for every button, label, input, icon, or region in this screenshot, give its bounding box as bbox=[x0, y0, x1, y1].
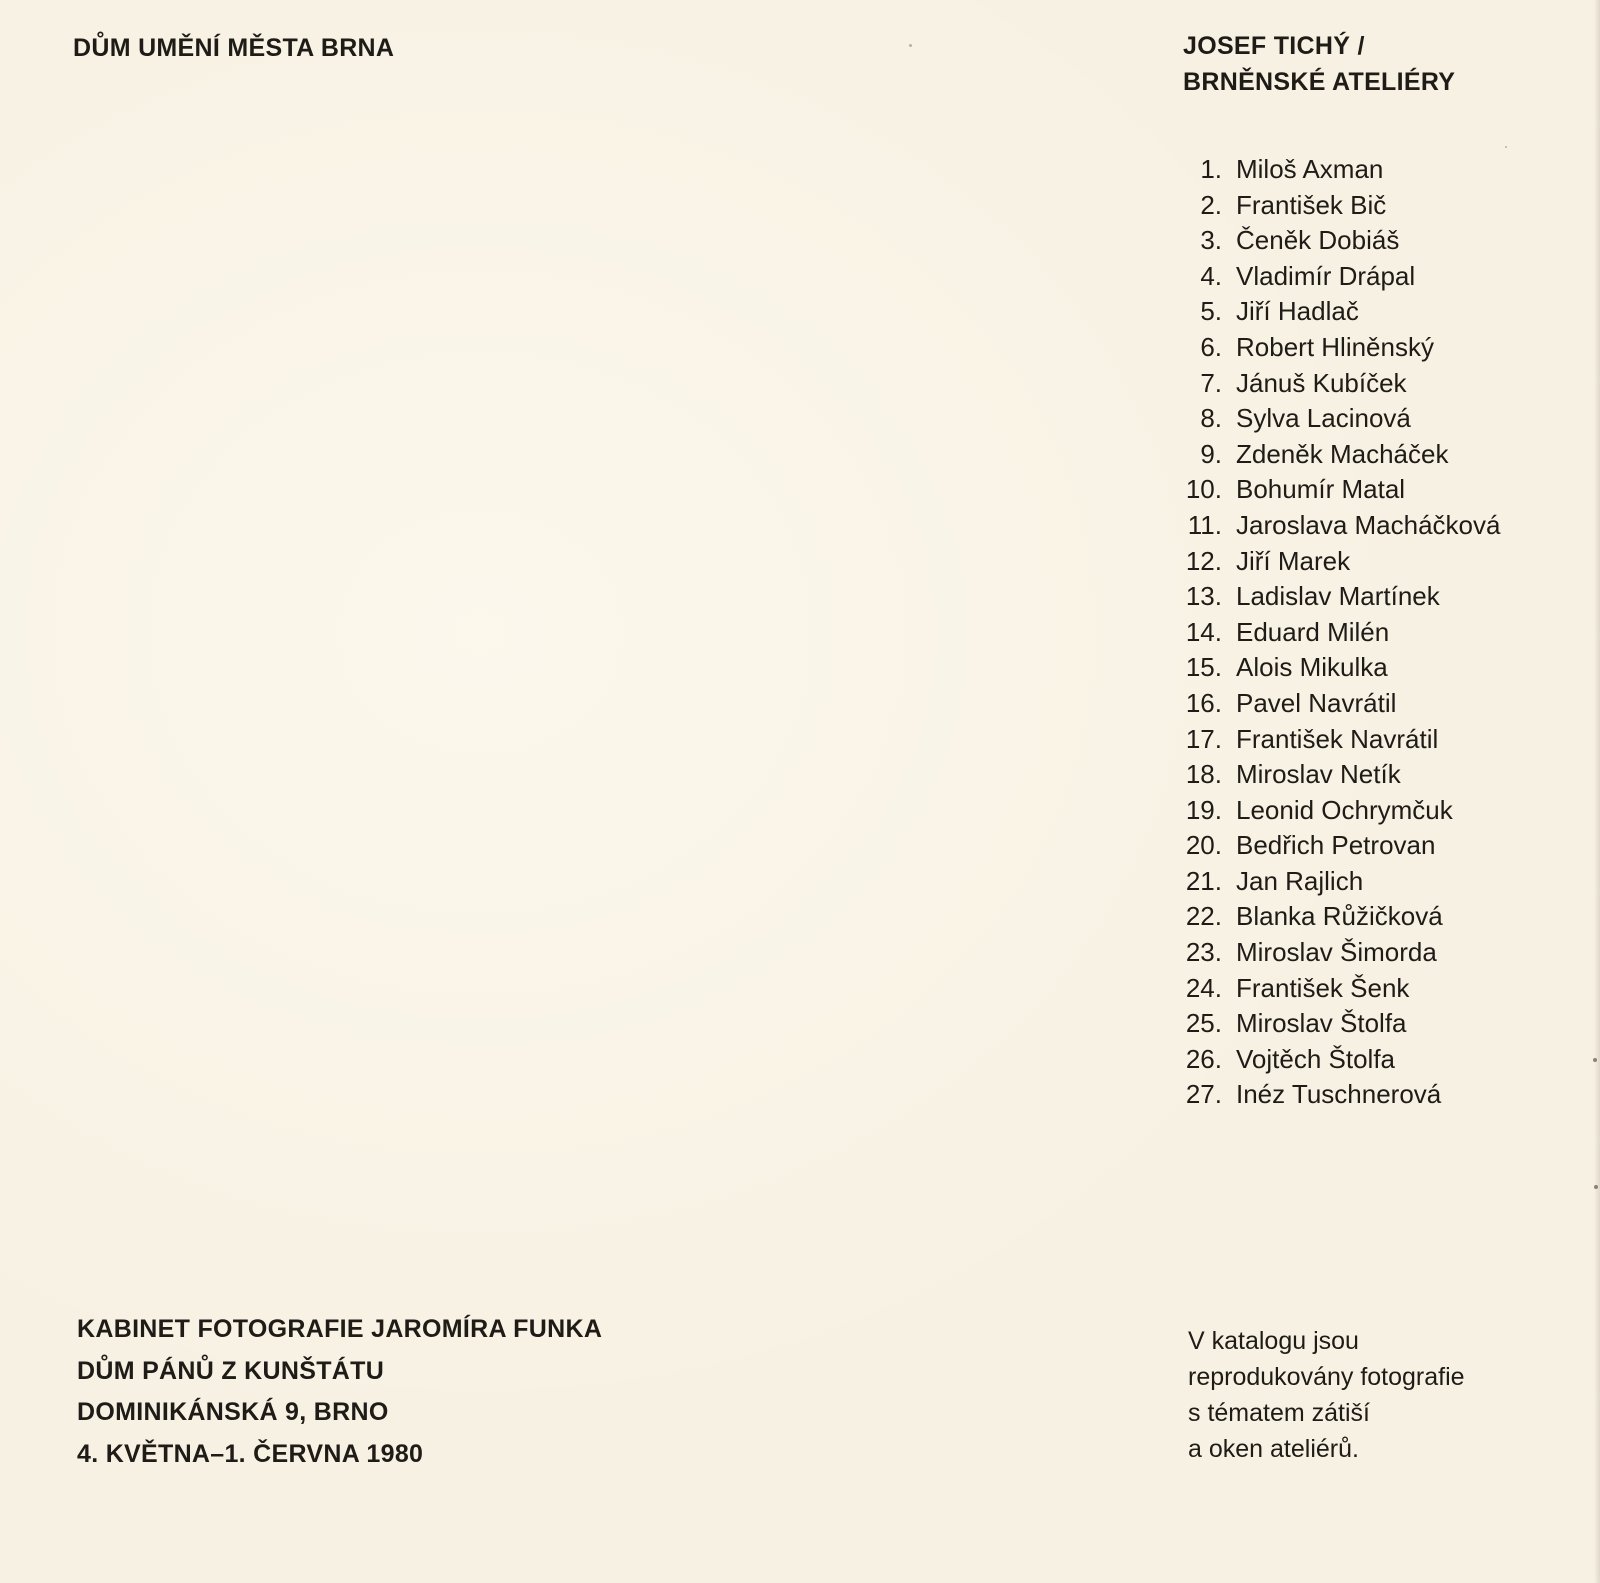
artist-number: 21. bbox=[1185, 865, 1222, 896]
artist-number: 20. bbox=[1185, 830, 1222, 861]
artist-number: 22. bbox=[1185, 901, 1222, 932]
artist-name: Blanka Růžičková bbox=[1236, 901, 1443, 932]
artist-item bbox=[1170, 828, 1500, 864]
exhibition-line-2: DŮM PÁNŮ Z KUNŠTÁTU bbox=[77, 1356, 385, 1385]
artist-item bbox=[1170, 188, 1500, 224]
artist-number: 9. bbox=[1200, 438, 1222, 469]
artist-item bbox=[1170, 757, 1500, 793]
artist-name: Jaroslava Macháčková bbox=[1236, 509, 1501, 540]
exhibition-line-4: 4. KVĚTNA–1. ČERVNA 1980 bbox=[77, 1439, 424, 1468]
artist-name: Jiří Hadlač bbox=[1236, 296, 1359, 327]
artist-item bbox=[1170, 223, 1500, 259]
artist-number: 2. bbox=[1200, 189, 1222, 220]
catalog-note bbox=[1188, 1323, 1465, 1467]
artist-name: Bohumír Matal bbox=[1236, 474, 1406, 505]
artist-item bbox=[1170, 899, 1500, 935]
paper-speck bbox=[1505, 146, 1507, 148]
artist-name: Miloš Axman bbox=[1236, 154, 1384, 184]
artist-name: Miroslav Štolfa bbox=[1236, 1008, 1407, 1039]
artist-item bbox=[1170, 437, 1500, 473]
artist-item bbox=[1170, 401, 1500, 437]
artist-name: Bedřich Petrovan bbox=[1236, 830, 1436, 861]
artist-number: 7. bbox=[1200, 367, 1222, 398]
artist-number: 8. bbox=[1200, 403, 1222, 434]
artist-item bbox=[1170, 615, 1500, 651]
artist-name: Zdeněk Macháček bbox=[1236, 438, 1449, 469]
artist-name: Vojtěch Štolfa bbox=[1236, 1043, 1395, 1074]
artist-number: 10. bbox=[1185, 474, 1222, 505]
artist-item bbox=[1170, 1077, 1500, 1113]
artist-item bbox=[1170, 935, 1500, 971]
title-line-1: JOSEF TICHÝ / bbox=[1183, 32, 1365, 60]
artist-number: 17. bbox=[1185, 723, 1222, 754]
artist-item bbox=[1170, 793, 1500, 829]
artist-item bbox=[1170, 259, 1500, 295]
artist-number: 19. bbox=[1185, 794, 1222, 825]
venue-name: DŮM UMĚNÍ MĚSTA BRNA bbox=[73, 34, 395, 62]
artist-item bbox=[1170, 971, 1500, 1007]
artist-name: Ladislav Martínek bbox=[1236, 581, 1440, 612]
artist-number: 12. bbox=[1185, 545, 1222, 576]
artist-name: Miroslav Netík bbox=[1236, 759, 1401, 790]
artist-item bbox=[1170, 579, 1500, 615]
artist-item bbox=[1170, 1042, 1500, 1078]
artist-number: 11. bbox=[1187, 509, 1222, 540]
artist-name: Čeněk Dobiáš bbox=[1236, 225, 1400, 256]
note-line-4: a oken ateliérů. bbox=[1188, 1435, 1359, 1463]
paper-speck bbox=[909, 44, 912, 47]
artist-number: 18. bbox=[1185, 759, 1222, 790]
artist-name: Jiří Marek bbox=[1236, 545, 1351, 576]
artist-number: 27. bbox=[1185, 1079, 1222, 1110]
artist-item bbox=[1170, 544, 1500, 580]
artist-name: Eduard Milén bbox=[1236, 616, 1390, 647]
exhibition-title bbox=[1183, 28, 1455, 100]
artist-item bbox=[1170, 294, 1500, 330]
artist-number: 3. bbox=[1200, 225, 1222, 256]
artist-number: 13. bbox=[1185, 581, 1222, 612]
artist-name: František Navrátil bbox=[1236, 723, 1439, 754]
exhibition-line-1: KABINET FOTOGRAFIE JAROMÍRA FUNKA bbox=[77, 1315, 603, 1343]
page-edge-shadow bbox=[1594, 0, 1600, 1583]
artist-name: Jan Rajlich bbox=[1236, 865, 1364, 896]
artist-number: 14. bbox=[1185, 616, 1222, 647]
artist-item bbox=[1170, 1006, 1500, 1042]
exhibition-info bbox=[77, 1309, 602, 1475]
artist-number: 24. bbox=[1185, 972, 1222, 1003]
artist-name: František Šenk bbox=[1236, 972, 1410, 1003]
exhibition-line-3: DOMINIKÁNSKÁ 9, BRNO bbox=[77, 1398, 389, 1426]
artist-name: Robert Hliněnský bbox=[1236, 331, 1434, 362]
artist-number: 25. bbox=[1185, 1008, 1222, 1039]
note-line-2: reprodukovány fotografie bbox=[1188, 1363, 1465, 1391]
artist-name: Pavel Navrátil bbox=[1236, 687, 1397, 718]
artist-item bbox=[1170, 508, 1500, 544]
artist-number: 5. bbox=[1200, 296, 1222, 327]
title-line-2: BRNĚNSKÉ ATELIÉRY bbox=[1183, 68, 1456, 96]
artist-name: Jánuš Kubíček bbox=[1236, 367, 1407, 398]
artist-number: 4. bbox=[1200, 260, 1222, 291]
artist-number: 26. bbox=[1185, 1043, 1222, 1074]
artist-name: Sylva Lacinová bbox=[1236, 403, 1411, 434]
note-line-1: V katalogu jsou bbox=[1188, 1327, 1359, 1355]
artist-item bbox=[1170, 686, 1500, 722]
artist-name: Inéz Tuschnerová bbox=[1236, 1079, 1442, 1110]
artist-item bbox=[1170, 722, 1500, 758]
artist-number: 23. bbox=[1185, 937, 1222, 968]
artist-name: Vladimír Drápal bbox=[1236, 260, 1416, 291]
artist-item bbox=[1170, 472, 1500, 508]
artist-item bbox=[1170, 330, 1500, 366]
artist-item bbox=[1170, 864, 1500, 900]
note-line-3: s tématem zátiší bbox=[1188, 1399, 1370, 1427]
artist-name: Leonid Ochrymčuk bbox=[1236, 794, 1453, 825]
artist-item bbox=[1170, 152, 1500, 188]
venue-header bbox=[73, 30, 394, 67]
artist-item bbox=[1170, 650, 1500, 686]
artist-number: 1. bbox=[1200, 154, 1222, 184]
artist-list bbox=[1170, 152, 1500, 1113]
artist-number: 16. bbox=[1185, 687, 1222, 718]
artist-name: František Bič bbox=[1236, 189, 1387, 220]
artist-item bbox=[1170, 366, 1500, 402]
artist-name: Miroslav Šimorda bbox=[1236, 937, 1437, 968]
artist-number: 15. bbox=[1185, 652, 1222, 683]
artist-name: Alois Mikulka bbox=[1236, 652, 1388, 683]
artist-number: 6. bbox=[1200, 331, 1222, 362]
